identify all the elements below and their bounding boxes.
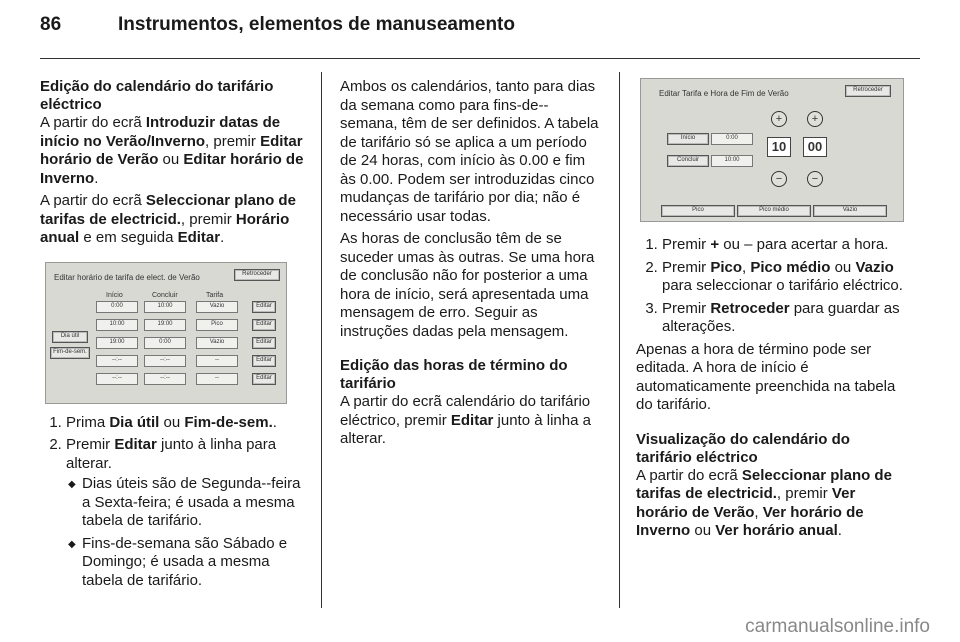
sub-list-item: ◆ Fins-de-semana são Sábado e Domingo; é usada a mesma tabela de tarifário. [82, 535, 305, 591]
table-cell: 19:00 [96, 337, 138, 349]
paragraph: A partir do ecrã Introduzir datas de início no Verão/Inverno, premir Editar horário de Verão ou Editar horário de Inverno. [40, 114, 304, 187]
watermark: carmanualsonline.info [745, 616, 930, 637]
column-header-tariff: Tarifa [206, 291, 224, 299]
header-rule [40, 58, 920, 59]
table-cell: 10:00 [96, 319, 138, 331]
list-item: 2. Premir Pico, Pico médio ou Vazio para seleccionar o tarifário eléctrico. [662, 259, 906, 296]
column-1 [40, 78, 305, 594]
tariff-schedule-screen [45, 262, 287, 404]
table-cell: Vazio [196, 301, 238, 313]
hour-display: 10 [767, 137, 791, 157]
weekday-button[interactable]: Dia útil [52, 331, 88, 343]
list-item: 3. Premir Retroceder para guardar as alterações. [662, 300, 906, 337]
edit-row-button[interactable]: Editar [252, 301, 276, 313]
tariff-peak-button[interactable]: Pico [661, 205, 735, 217]
list-item: 2. Premir Editar junto à linha para alterar. ◆ Dias úteis são de Segunda--feira a Sexta-feira; é usada a mesma tabela de tarifário. ◆ Fins-de-semana são Sábado e Domingo; é usada a mesma tabela de tarifário. [66, 436, 305, 590]
paragraph: Apenas a hora de término pode ser editada. A hora de início é automaticamente preenchida na tabela do tarifário. [636, 340, 896, 413]
edit-row-button[interactable]: Editar [252, 355, 276, 367]
table-cell: -- [196, 373, 238, 385]
minute-minus-button[interactable]: − [807, 171, 823, 187]
section-heading-edit-end-times: Edição das horas de término do tarifário [340, 357, 568, 392]
steps-list [636, 236, 906, 337]
list-item: 1. Prima Dia útil ou Fim-de-sem.. [66, 414, 305, 433]
paragraph: A partir do ecrã Seleccionar plano de tarifas de electricid., premir Ver horário de Verão, Ver horário de Inverno ou Ver horário anual. [636, 466, 892, 539]
column-header-end: Concluir [152, 291, 178, 299]
column-header-start: Início [106, 291, 123, 299]
weekend-button[interactable]: Fim-de-sem. [50, 347, 90, 359]
column-3 [636, 78, 906, 545]
edit-tariff-end-time-screen [640, 78, 904, 222]
sub-list [66, 475, 305, 590]
section-heading-edit-calendar: Edição do calendário do tarifário eléctrico [40, 78, 274, 113]
end-label: Concluir [667, 155, 709, 167]
screen-title: Editar Tarifa e Hora de Fim de Verão [659, 89, 789, 98]
steps-list [40, 414, 305, 591]
table-cell: --:-- [96, 373, 138, 385]
paragraph: A partir do ecrã calendário do tarifário eléctrico, premir Editar junto à linha a alterar. [340, 393, 591, 447]
column-divider [321, 72, 322, 608]
table-cell: 10:00 [144, 301, 186, 313]
table-cell: 0:00 [144, 337, 186, 349]
edit-row-button[interactable]: Editar [252, 337, 276, 349]
end-time-value: 10:00 [711, 155, 753, 167]
minute-plus-button[interactable]: + [807, 111, 823, 127]
screen-title: Editar horário de tarifa de elect. de Verão [54, 272, 200, 282]
table-cell: --:-- [144, 355, 186, 367]
paragraph: As horas de conclusão têm de se suceder umas às outras. Se uma hora de conclusão não for posterior a uma hora de início, será apresentada uma mensagem de erro. Seguir as instruções dadas pela mensagem. [340, 230, 595, 340]
column-2 [340, 78, 605, 453]
table-cell: 0:00 [96, 301, 138, 313]
page-header [40, 14, 515, 36]
list-item: 1. Premir + ou – para acertar a hora. [662, 236, 906, 255]
table-cell: -- [196, 355, 238, 367]
start-time-value: 0:00 [711, 133, 753, 145]
edit-row-button[interactable]: Editar [252, 373, 276, 385]
column-divider [619, 72, 620, 608]
page-title: Instrumentos, elementos de manuseamento [118, 14, 515, 35]
table-cell: Pico [196, 319, 238, 331]
sub-list-item: ◆ Dias úteis são de Segunda--feira a Sexta-feira; é usada a mesma tabela de tarifário. [82, 475, 305, 531]
section-heading-view-calendar: Visualização do calendário do tarifário eléctrico [636, 430, 850, 466]
paragraph: A partir do ecrã Seleccionar plano de tarifas de electricid., premir Horário anual e em seguida Editar. [40, 192, 296, 246]
tariff-off-peak-button[interactable]: Vazio [813, 205, 887, 217]
page-number: 86 [40, 14, 62, 35]
minute-display: 00 [803, 137, 827, 157]
hour-plus-button[interactable]: + [771, 111, 787, 127]
table-cell: --:-- [96, 355, 138, 367]
back-button[interactable]: Retroceder [234, 269, 280, 281]
table-cell: Vazio [196, 337, 238, 349]
table-cell: 19:00 [144, 319, 186, 331]
table-cell: --:-- [144, 373, 186, 385]
tariff-mid-peak-button[interactable]: Pico médio [737, 205, 811, 217]
start-label: Início [667, 133, 709, 145]
back-button[interactable]: Retroceder [845, 85, 891, 97]
edit-row-button[interactable]: Editar [252, 319, 276, 331]
hour-minus-button[interactable]: − [771, 171, 787, 187]
paragraph: Ambos os calendários, tanto para dias da semana como para fins-de--semana, têm de ser definidos. A tabela de tarifário só se aplica a um período de 24 horas, com início às 0.00 e fim às 0.00. Podem ser introduzidas cinco mudanças de tarifário por dia; não é necessário usar todas. [340, 78, 599, 225]
